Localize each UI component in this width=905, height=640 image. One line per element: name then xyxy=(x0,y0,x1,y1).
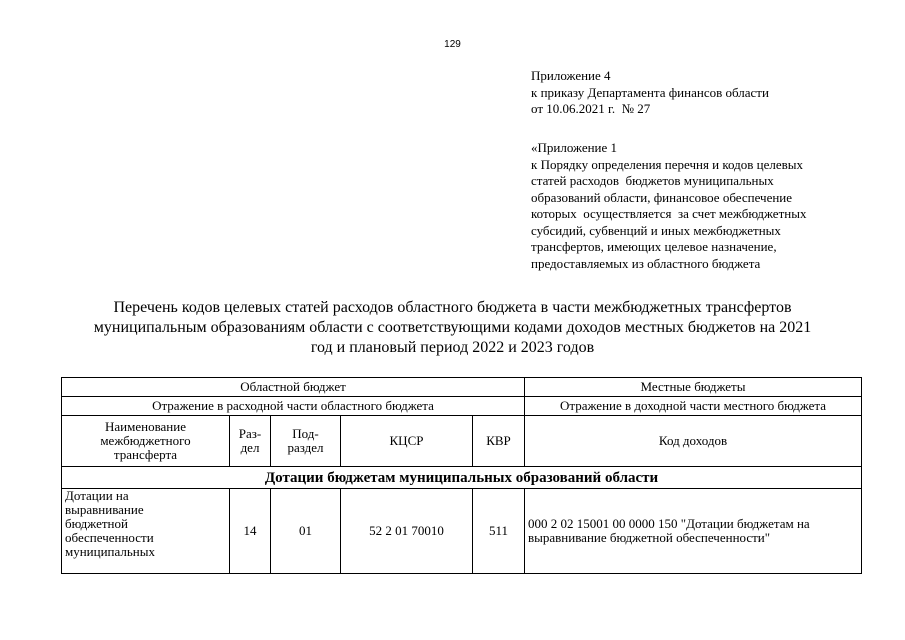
cell-transfer-name-line: Дотации на xyxy=(65,488,129,503)
cell-transfer-name-line: бюджетной xyxy=(65,516,128,531)
header-regional-budget: Областной бюджет xyxy=(62,378,525,397)
table-group-header-row xyxy=(62,378,862,397)
appendix-quote-line: субсидий, субвенций и иных межбюджетных xyxy=(531,222,781,238)
appendix-quote-line: «Приложение 1 xyxy=(531,140,618,155)
transfer-codes-table xyxy=(61,377,862,574)
header-expense-reflection: Отражение в расходной части областного бюджета xyxy=(62,397,525,416)
appendix-header-line: Приложение 4 xyxy=(531,68,611,83)
column-header-income-code: Код доходов xyxy=(525,416,862,467)
cell-transfer-name xyxy=(62,489,230,574)
column-header-section xyxy=(230,416,271,467)
appendix-quote-line: которых осуществляется за счет межбюджетных xyxy=(531,206,807,221)
column-header-name-line: трансферта xyxy=(113,447,178,462)
header-local-budgets: Местные бюджеты xyxy=(525,378,862,397)
cell-kvr: 511 xyxy=(473,489,525,574)
title-line: год и плановый период 2022 и 2023 годов xyxy=(310,339,595,356)
column-header-name-line: межбюджетного xyxy=(100,433,191,448)
column-header-subsection xyxy=(271,416,341,467)
appendix-header-line: к приказу Департамента финансов области xyxy=(531,84,769,100)
table-section-row xyxy=(62,467,862,489)
column-header-name-line: Наименование xyxy=(105,419,186,434)
table-sub-header-row xyxy=(62,397,862,416)
column-header-section-line: Раз- xyxy=(238,426,262,441)
column-header-subsection-line: Под- xyxy=(292,426,319,441)
document-title xyxy=(40,298,865,358)
table-column-header-row xyxy=(62,416,862,467)
column-header-kcsr: КЦСР xyxy=(341,416,473,467)
cell-subsection: 01 xyxy=(271,489,341,574)
cell-transfer-name-line: обеспеченности xyxy=(65,530,154,545)
cell-income-code: 000 2 02 15001 00 0000 150 "Дотации бюджетам на выравнивание бюджетной обеспеченности" xyxy=(525,489,862,574)
appendix-quote-line: предоставляемых из областного бюджета xyxy=(531,255,761,271)
appendix-quote-line: к Порядку определения перечня и кодов целевых xyxy=(531,156,804,172)
appendix-quote-line: образований области, финансовое обеспечение xyxy=(531,189,793,205)
column-header-name xyxy=(62,416,230,467)
header-income-reflection: Отражение в доходной части местного бюджета xyxy=(525,397,862,416)
appendix-header-line: от 10.06.2021 г. № 27 xyxy=(531,101,651,116)
appendix-header xyxy=(531,68,769,118)
title-line: муниципальным образованиям области с соответствующими кодами доходов местных бюджетов на 2021 xyxy=(93,319,812,336)
appendix-quote-line: статей расходов бюджетов муниципальных xyxy=(531,173,774,188)
table-row xyxy=(62,489,862,574)
cell-transfer-name-line: выравнивание xyxy=(65,502,144,517)
cell-section: 14 xyxy=(230,489,271,574)
column-header-kvr: КВР xyxy=(473,416,525,467)
cell-kcsr: 52 2 01 70010 xyxy=(341,489,473,574)
column-header-section-line: дел xyxy=(240,440,260,455)
section-title: Дотации бюджетам муниципальных образований области xyxy=(62,467,862,489)
title-line: Перечень кодов целевых статей расходов областного бюджета в части межбюджетных трансфертов xyxy=(113,299,792,316)
appendix-quote-line: трансфертов, имеющих целевое назначение, xyxy=(531,239,777,254)
appendix-quote xyxy=(531,140,806,272)
page-number: 129 xyxy=(444,39,461,50)
column-header-subsection-line: раздел xyxy=(287,440,324,455)
cell-transfer-name-line: муниципальных xyxy=(65,544,156,559)
